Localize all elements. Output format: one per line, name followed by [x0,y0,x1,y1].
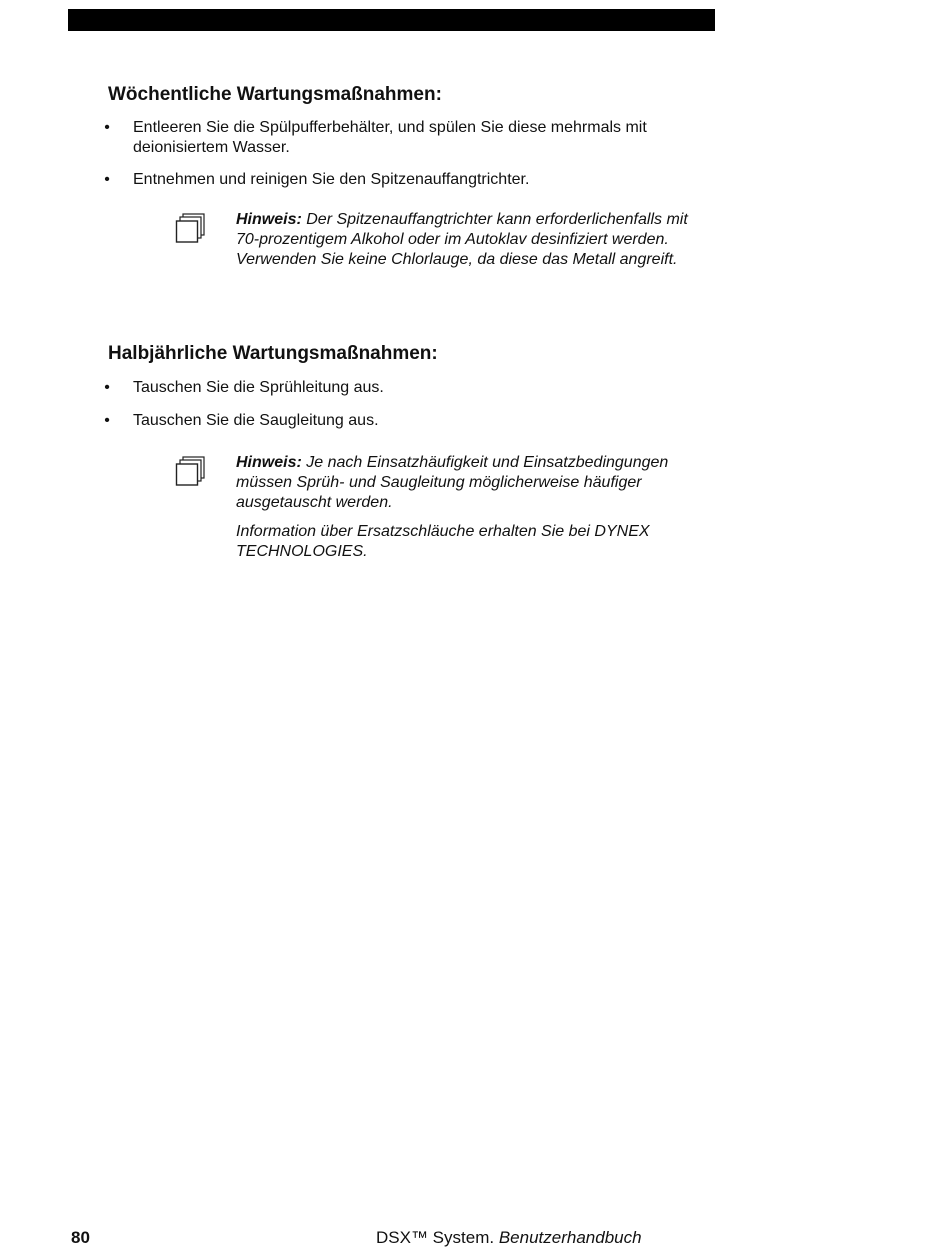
bullet-icon: • [104,379,110,396]
footer-title [376,1228,642,1248]
semiannual-bullet-text: Tauschen Sie die Sprühleitung aus. [133,379,384,396]
note-label: Hinweis: [236,454,302,471]
page-number: 80 [71,1228,90,1247]
weekly-bullet-text: Entleeren Sie die Spülpufferbehälter, und spülen Sie diese mehrmals mit deionisiertem Wasser. [133,119,647,156]
semiannual-note [236,453,711,513]
header-rule [68,9,715,31]
note-icon [175,212,207,244]
note-icon [175,455,207,487]
weekly-note [236,210,711,270]
bullet-icon: • [104,412,110,429]
semiannual-heading: Halbjährliche Wartungsmaßnahmen: [108,343,438,364]
note-body: Der Spitzenauffangtrichter kann erforderlichenfalls mit 70-prozentigem Alkohol oder im Autoklav desinfiziert werden. Verwenden Sie keine Chlorlauge, da diese das Metall angreift. [236,211,688,268]
semiannual-bullet-text: Tauschen Sie die Saugleitung aus. [133,412,379,429]
footer-manual: Benutzerhandbuch [498,1228,642,1247]
footer-product: DSX™ System. [376,1228,495,1247]
note-label: Hinweis: [236,211,302,228]
weekly-heading: Wöchentliche Wartungsmaßnahmen: [108,84,442,105]
bullet-icon: • [104,119,110,136]
semiannual-note-extra: Information über Ersatzschläuche erhalten Sie bei DYNEX TECHNOLOGIES. [236,523,650,560]
note-body: Je nach Einsatzhäufigkeit und Einsatzbedingungen müssen Sprüh- und Saugleitung möglicherweise häufiger ausgetauscht werden. [236,454,669,511]
bullet-icon: • [104,171,110,188]
weekly-bullet-text: Entnehmen und reinigen Sie den Spitzenauffangtrichter. [133,171,530,188]
